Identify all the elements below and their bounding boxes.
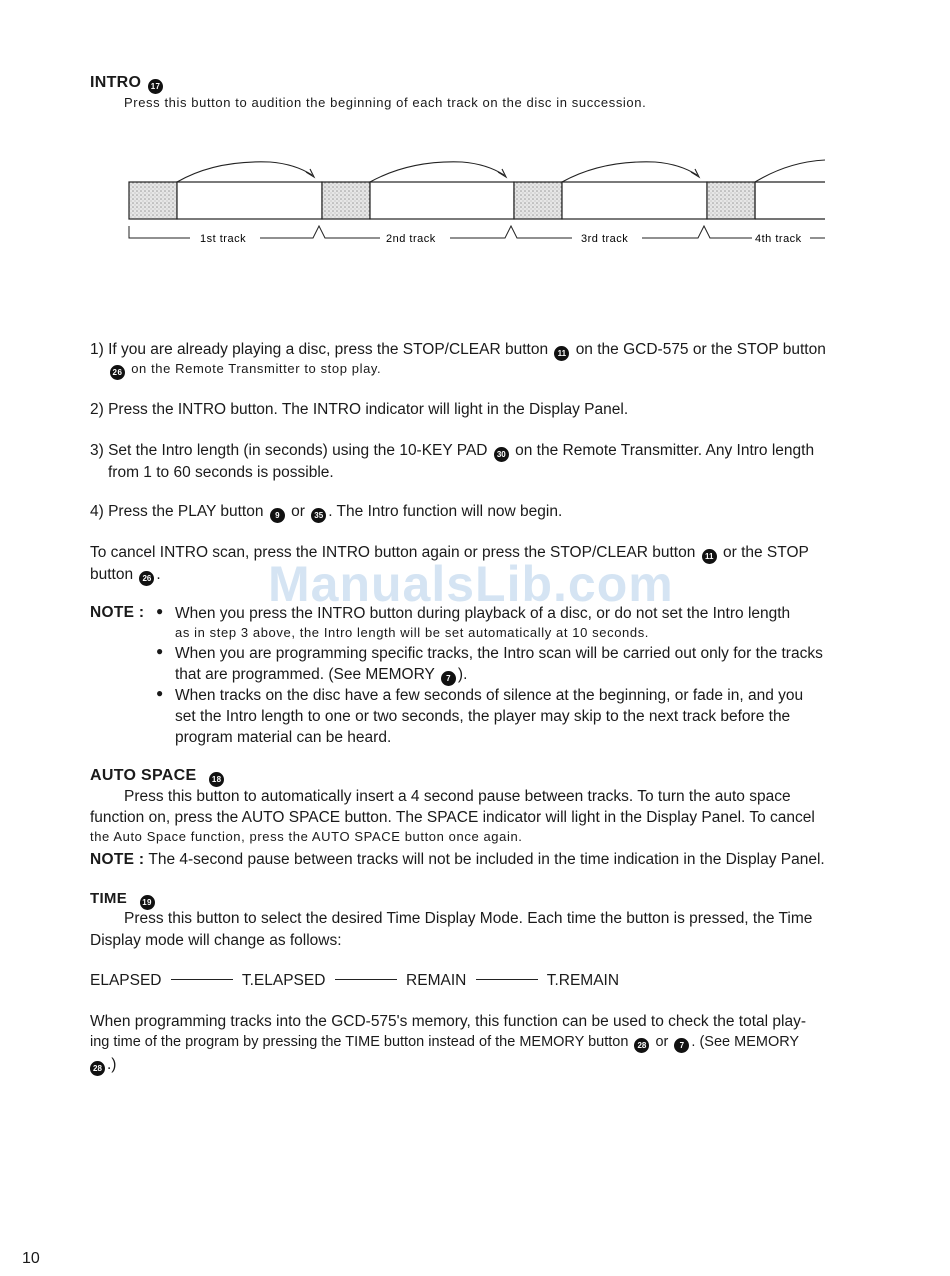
cancel-text: To cancel INTRO scan, press the INTRO button again or press the STOP/CLEAR button — [90, 544, 696, 561]
time-para-text-b: . (See MEMORY — [691, 1034, 800, 1050]
intro-title: INTRO — [90, 74, 142, 91]
time-para-text: ing time of the program by pressing the TIME button instead of the MEMORY button — [90, 1034, 629, 1050]
note-3-line-2: set the Intro length to one or two seconds, the player may skip to the next track before the — [175, 708, 791, 725]
intro-diagram — [120, 150, 840, 255]
note-3-line-3: program material can be heard. — [175, 729, 392, 746]
track-label-4: 4th track — [755, 233, 802, 245]
step-4 — [90, 501, 562, 523]
track-label-2: 2nd track — [386, 233, 436, 245]
auto-space-line-1: Press this button to automatically insert a 4 second pause between tracks. To turn the auto space — [124, 788, 791, 805]
skip-segment-2 — [370, 182, 514, 219]
auto-space-title: AUTO SPACE — [90, 767, 197, 784]
auto-space-note-label: NOTE : — [90, 851, 145, 868]
step-1-text-b: on the GCD-575 or the STOP button — [575, 341, 826, 358]
track-blocks — [129, 182, 825, 219]
mode-t-remain: T.REMAIN — [546, 972, 620, 989]
mode-remain: REMAIN — [406, 972, 467, 989]
skip-arrows — [177, 160, 825, 182]
auto-space-heading — [90, 767, 226, 787]
mode-connector-3 — [476, 979, 538, 980]
note-bullet-2: ● — [156, 644, 164, 658]
intro-segment-4 — [707, 182, 755, 219]
step-4-or: or — [291, 503, 305, 520]
memory-badge: 7 — [441, 671, 456, 686]
step-3-line-2: from 1 to 60 seconds is possible. — [108, 464, 334, 481]
intro-heading — [90, 74, 165, 94]
note-2-text-b: ). — [457, 666, 468, 683]
tenkey-badge: 30 — [494, 447, 509, 462]
step-1-text-c: on the Remote Transmitter to stop play. — [131, 361, 382, 376]
time-para-line-1: When programming tracks into the GCD-575's memory, this function can be used to check the total play- — [90, 1013, 806, 1030]
step-1-line-2 — [108, 361, 381, 380]
cancel-text-b: or the STOP — [722, 544, 809, 561]
step-3 — [90, 440, 814, 462]
play-badge-1: 9 — [270, 508, 285, 523]
step-3-text: 3) Set the Intro length (in seconds) using the 10-KEY PAD — [90, 442, 488, 459]
time-para-close: .) — [107, 1056, 117, 1073]
time-para-line-2 — [90, 1032, 799, 1053]
stop-clear-badge: 11 — [554, 346, 569, 361]
time-badge: 19 — [140, 895, 155, 910]
note-1-line-2: as in step 3 above, the Intro length will be set automatically at 10 seconds. — [175, 625, 650, 640]
note-2-line-2 — [175, 664, 467, 686]
auto-space-line-3: the Auto Space function, press the AUTO SPACE button once again. — [90, 829, 523, 844]
note-2-line-1: When you are programming specific tracks, the Intro scan will be carried out only for the tracks — [175, 645, 823, 662]
time-heading — [90, 890, 157, 910]
intro-description: Press this button to audition the beginning of each track on the disc in succession. — [124, 95, 647, 110]
step-2: 2) Press the INTRO button. The INTRO indicator will light in the Display Panel. — [90, 401, 629, 418]
cancel-stop-badge: 11 — [702, 549, 717, 564]
intro-segment-1 — [129, 182, 177, 219]
step-3-text-b: on the Remote Transmitter. Any Intro length — [515, 442, 815, 459]
stop-remote-badge: 26 — [110, 365, 125, 380]
track-label-3: 3rd track — [581, 233, 629, 245]
mode-connector-2 — [335, 979, 397, 980]
time-line-2: Display mode will change as follows: — [90, 932, 342, 949]
time-line-1: Press this button to select the desired Time Display Mode. Each time the button is pressed, the Time — [124, 910, 813, 927]
memory-badge-1: 28 — [634, 1038, 649, 1053]
step-1 — [90, 339, 826, 361]
time-mode-sequence — [90, 970, 619, 991]
note-2-text: that are programmed. (See MEMORY — [175, 666, 435, 683]
memory-badge-3: 28 — [90, 1061, 105, 1076]
auto-space-badge: 18 — [209, 772, 224, 787]
step-1-text: 1) If you are already playing a disc, press the STOP/CLEAR button — [90, 341, 549, 358]
auto-space-note-text: The 4-second pause between tracks will not be included in the time indication in the Display Panel. — [148, 851, 825, 868]
auto-space-line-2: function on, press the AUTO SPACE button. The SPACE indicator will light in the Display Panel. To cancel — [90, 809, 815, 826]
note-bullet-1: ● — [156, 604, 164, 618]
intro-badge: 17 — [148, 79, 163, 94]
time-title: TIME — [90, 890, 128, 907]
mode-elapsed: ELAPSED — [90, 972, 162, 989]
note-1-line-1: When you press the INTRO button during playback of a disc, or do not set the Intro length — [175, 605, 791, 622]
intro-segment-3 — [514, 182, 562, 219]
step-4-text: 4) Press the PLAY button — [90, 503, 264, 520]
note-3-line-1: When tracks on the disc have a few seconds of silence at the beginning, or fade in, and you — [175, 687, 804, 704]
time-para-line-3 — [90, 1054, 116, 1076]
watermark: ManualsLib.com — [268, 556, 674, 612]
auto-space-note — [90, 849, 825, 870]
track-label-1: 1st track — [200, 233, 247, 245]
step-4-text-b: . The Intro function will now begin. — [328, 503, 563, 520]
mode-t-elapsed: T.ELAPSED — [241, 972, 326, 989]
note-label: NOTE : — [90, 604, 145, 621]
skip-segment-3 — [562, 182, 707, 219]
cancel-line-2: button 26 . — [90, 564, 161, 586]
mode-connector-1 — [171, 979, 233, 980]
cancel-text-c: button — [90, 566, 134, 583]
time-para-or: or — [655, 1034, 669, 1050]
intro-segment-2 — [322, 182, 370, 219]
memory-badge-2: 7 — [674, 1038, 689, 1053]
page-number: 10 — [22, 1250, 40, 1267]
cancel-stop-remote-badge: 26 — [139, 571, 154, 586]
note-bullet-3: ● — [156, 686, 164, 700]
skip-segment-1 — [177, 182, 322, 219]
play-badge-2: 35 — [311, 508, 326, 523]
